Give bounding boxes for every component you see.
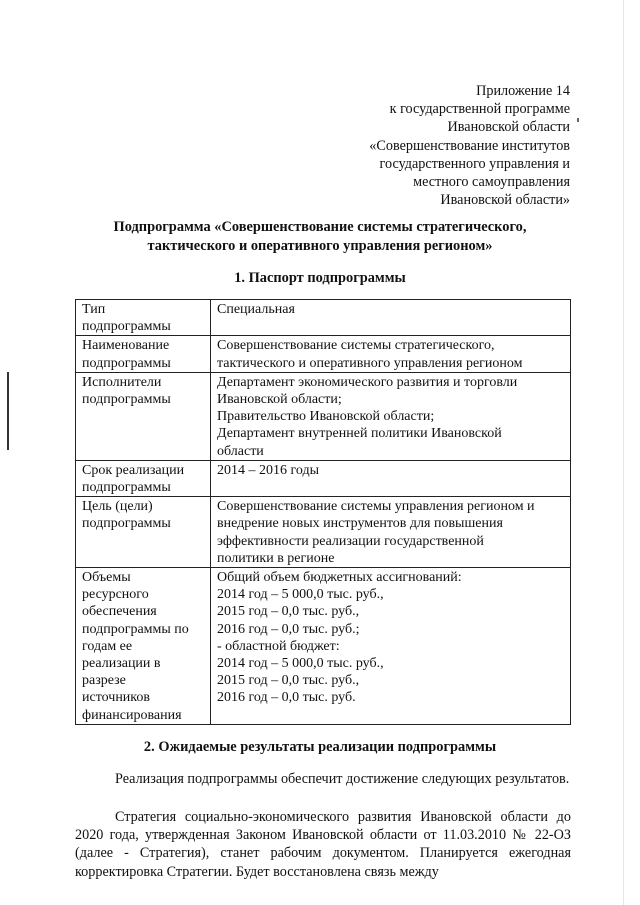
cell-line: Общий объем бюджетных ассигнований: [217,570,462,586]
cell-line: подпрограммы [82,480,171,496]
row-value [211,372,571,460]
cell-line: внедрение новых инструментов для повышения [217,516,503,532]
section-1-heading: 1. Паспорт подпрограммы [234,270,406,286]
cell-line: Специальная [217,302,295,317]
cell-line: 2016 год – 0,0 тыс. руб. [217,690,356,706]
cell-line: 2014 год – 5 000,0 тыс. руб., [217,587,384,603]
cell-line: 2015 год – 0,0 тыс. руб., [217,604,360,620]
cell-line: Исполнители [82,374,162,390]
table-row [76,460,571,496]
cell-line: подпрограммы [82,355,171,371]
scan-speck [577,118,579,122]
appendix-line: Ивановской области [447,119,570,136]
cell-line: подпрограммы [82,319,171,335]
cell-line: Департамент внутренней политики Ивановской [217,426,502,442]
subprogram-title-line: Подпрограмма «Совершенствование системы стратегического, [113,219,527,235]
body-paragraph [75,770,571,788]
cell-line: Наименование [82,338,170,354]
cell-line: ресурсного [82,587,149,603]
cell-line: - областной бюджет: [217,638,340,654]
cell-line: Цель (цели) [82,499,153,515]
row-label [76,372,211,460]
cell-line: подпрограммы [82,392,171,408]
table-row [76,497,571,568]
cell-line: Совершенствование системы стратегического, [217,338,495,354]
passport-table [75,299,571,725]
body-paragraph [75,808,571,881]
row-label [76,497,211,568]
cell-line: политики в регионе [217,550,335,566]
cell-line: 2014 год – 5 000,0 тыс. руб., [217,656,384,672]
appendix-line: местного самоуправления [413,174,570,191]
row-value [211,336,571,372]
row-label [76,300,211,336]
cell-line: разрезе [82,673,126,689]
cell-line: годам ее [82,638,133,654]
appendix-line: Приложение 14 [476,83,570,99]
row-value [211,497,571,568]
cell-line: обеспечения [82,604,157,620]
appendix-header [369,82,570,209]
paragraph-text: Реализация подпрограммы обеспечит достижение следующих результатов. [115,771,570,787]
cell-line: подпрограммы [82,516,171,532]
row-value [211,460,571,496]
row-label [76,568,211,725]
appendix-line: к государственной программе [389,101,570,118]
cell-line: реализации в [82,656,161,672]
appendix-line: «Совершенствование институтов [369,137,570,154]
cell-line: Тип [82,302,106,317]
table-row [76,300,571,336]
cell-line: Срок реализации [82,462,185,478]
table-row [76,372,571,460]
cell-line: Правительство Ивановской области; [217,409,435,425]
cell-line: области [217,443,264,459]
appendix-line: Ивановской области» [440,192,570,209]
subprogram-title-line: тактического и оперативного управления регионом» [147,238,493,254]
scan-edge-shadow [623,0,624,905]
cell-line: 2014 – 2016 годы [217,462,320,478]
subprogram-title [0,218,640,256]
row-value [211,300,571,336]
row-label [76,460,211,496]
table-row [76,568,571,725]
cell-line: 2015 год – 0,0 тыс. руб., [217,673,360,689]
appendix-line: государственного управления и [379,155,570,172]
cell-line: Объемы [82,570,131,586]
cell-line: Департамент экономического развития и торговли [217,374,518,390]
cell-line: Совершенствование системы управления регионом и [217,499,535,515]
table-row [76,336,571,372]
paragraph-text: Стратегия социально-экономического развития Ивановской области до 2020 года, утвержденная Законом Ивановской области от 11.03.2010 № 22-ОЗ (далее - Стратегия), станет рабочим документом. Планируется ежегодная корректировка Стратегии. Будет восстановлена связь между [75,809,571,880]
scan-margin-mark [7,372,9,450]
cell-line: тактического и оперативного управления регионом [217,355,523,371]
cell-line: 2016 год – 0,0 тыс. руб.; [217,621,360,637]
cell-line: эффективности реализации государственной [217,533,484,549]
row-value [211,568,571,725]
section-2-heading: 2. Ожидаемые результаты реализации подпрограммы [143,739,497,755]
cell-line: источников [82,690,151,706]
cell-line: подпрограммы по [82,621,189,637]
cell-line: Ивановской области; [217,392,342,408]
row-label [76,336,211,372]
cell-line: финансирования [82,707,182,723]
